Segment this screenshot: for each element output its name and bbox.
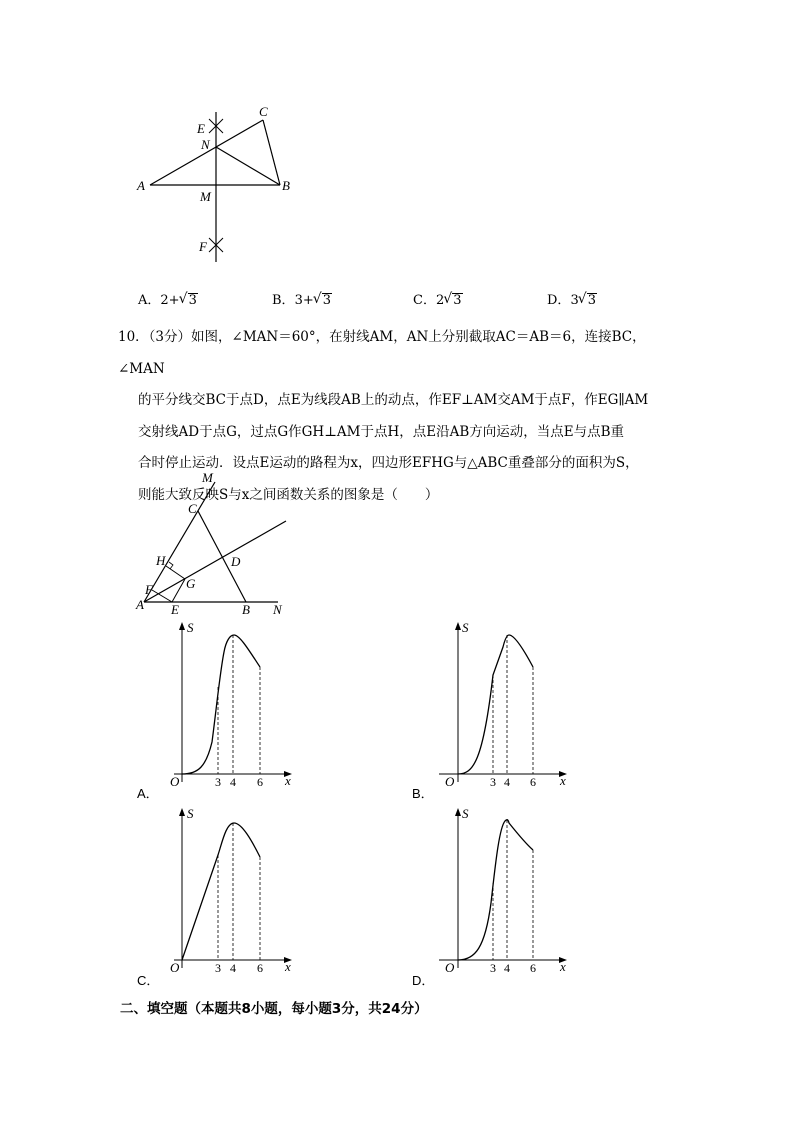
label-C: C	[188, 501, 197, 516]
label-C: C	[259, 104, 268, 119]
option-b-label[interactable]: B．	[412, 786, 434, 801]
curve-s-of-x	[182, 635, 260, 774]
axis-label-x: x	[560, 773, 566, 788]
axis-label-s: S	[187, 806, 194, 821]
tick-3: 3	[215, 775, 221, 789]
q10-line-5: 则能大致反映S与x之间函数关系的图象是（ ）	[138, 486, 439, 503]
segment-NB	[216, 147, 280, 185]
label-H: H	[156, 553, 166, 568]
curve-s-of-x	[182, 823, 260, 960]
option-d-label[interactable]: D．	[412, 973, 435, 988]
label-E: E	[197, 121, 205, 136]
tick-3: 3	[215, 961, 221, 975]
q10-line-4: 合时停止运动．设点E运动的路程为x，四边形EFHG与△ABC重叠部分的面积为S，	[138, 455, 639, 471]
label-D: D	[231, 554, 241, 569]
choice-a[interactable]: A．2+√ 3	[138, 289, 198, 308]
question-9-choices	[138, 289, 658, 311]
tick-4: 4	[230, 961, 236, 975]
tick-6: 6	[257, 961, 263, 975]
section-heading: 二、填空题（本题共8小题，每小题3分，共24分）	[120, 1001, 428, 1017]
label-N: N	[273, 602, 282, 617]
choice-c[interactable]: C．2√ 3	[413, 289, 463, 308]
axis-label-s: S	[462, 620, 469, 635]
label-N: N	[201, 137, 210, 152]
sqrt-3: √ 3	[452, 293, 462, 308]
tick-4: 4	[230, 775, 236, 789]
axis-label-s: S	[462, 806, 469, 821]
segment-CB	[263, 120, 280, 185]
segment-GH	[166, 566, 185, 579]
axis-label-x: x	[285, 773, 291, 788]
graph-option-d[interactable]	[435, 803, 575, 973]
y-axis-arrow-icon	[455, 622, 461, 630]
axis-label-x: x	[285, 959, 291, 974]
graph-option-c[interactable]	[160, 803, 300, 973]
axis-label-x: x	[560, 959, 566, 974]
label-B: B	[282, 178, 290, 193]
tick-3: 3	[490, 775, 496, 789]
tick-6: 6	[530, 775, 536, 789]
tick-4: 4	[504, 961, 510, 975]
graph-option-a[interactable]	[160, 617, 300, 787]
origin-label: O	[170, 774, 180, 789]
origin-label: O	[445, 774, 455, 789]
q10-line-1: 10．（3分）如图，∠MAN＝60°，在射线AM，AN上分别截取AC＝AB＝6，连接BC，∠MAN	[118, 329, 646, 377]
label-G: G	[186, 576, 196, 591]
option-c-label[interactable]: C．	[137, 973, 160, 988]
origin-label: O	[445, 960, 455, 975]
y-axis-arrow-icon	[455, 808, 461, 816]
label-F: F	[199, 239, 207, 254]
label-M: M	[200, 189, 211, 204]
label-A: A	[136, 597, 144, 612]
sqrt-3: √ 3	[587, 293, 597, 308]
q10-line-3: 交射线AD于点G，过点G作GH⊥AM于点H，点E沿AB方向运动，当点E与点B重	[138, 423, 625, 440]
graph-option-b[interactable]	[435, 617, 575, 787]
option-a-label[interactable]: A．	[137, 786, 159, 801]
y-axis-arrow-icon	[179, 622, 185, 630]
label-A: A	[137, 178, 145, 193]
tick-3: 3	[490, 961, 496, 975]
tick-6: 6	[257, 775, 263, 789]
sqrt-3: √ 3	[322, 293, 332, 308]
figure-2-angle	[130, 470, 300, 620]
origin-label: O	[170, 960, 180, 975]
label-F: F	[145, 582, 153, 597]
tick-4: 4	[504, 775, 510, 789]
segment-AC	[150, 120, 263, 185]
tick-6: 6	[530, 961, 536, 975]
q10-line-2: 的平分线交BC于点D，点E为线段AB上的动点，作EF⊥AM交AM于点F，作EG∥AM	[138, 392, 649, 408]
axis-label-s: S	[187, 620, 194, 635]
ray-AM	[144, 482, 215, 602]
figure-1-triangle	[130, 100, 310, 270]
label-E: E	[171, 602, 179, 617]
sqrt-3: √ 3	[188, 293, 198, 308]
label-B: B	[242, 602, 250, 617]
choice-b[interactable]: B．3+√ 3	[272, 289, 332, 308]
curve-s-of-x	[458, 635, 533, 774]
curve-s-of-x	[458, 820, 533, 960]
label-M: M	[202, 470, 213, 485]
choice-d[interactable]: D．3√ 3	[547, 289, 597, 308]
y-axis-arrow-icon	[179, 808, 185, 816]
